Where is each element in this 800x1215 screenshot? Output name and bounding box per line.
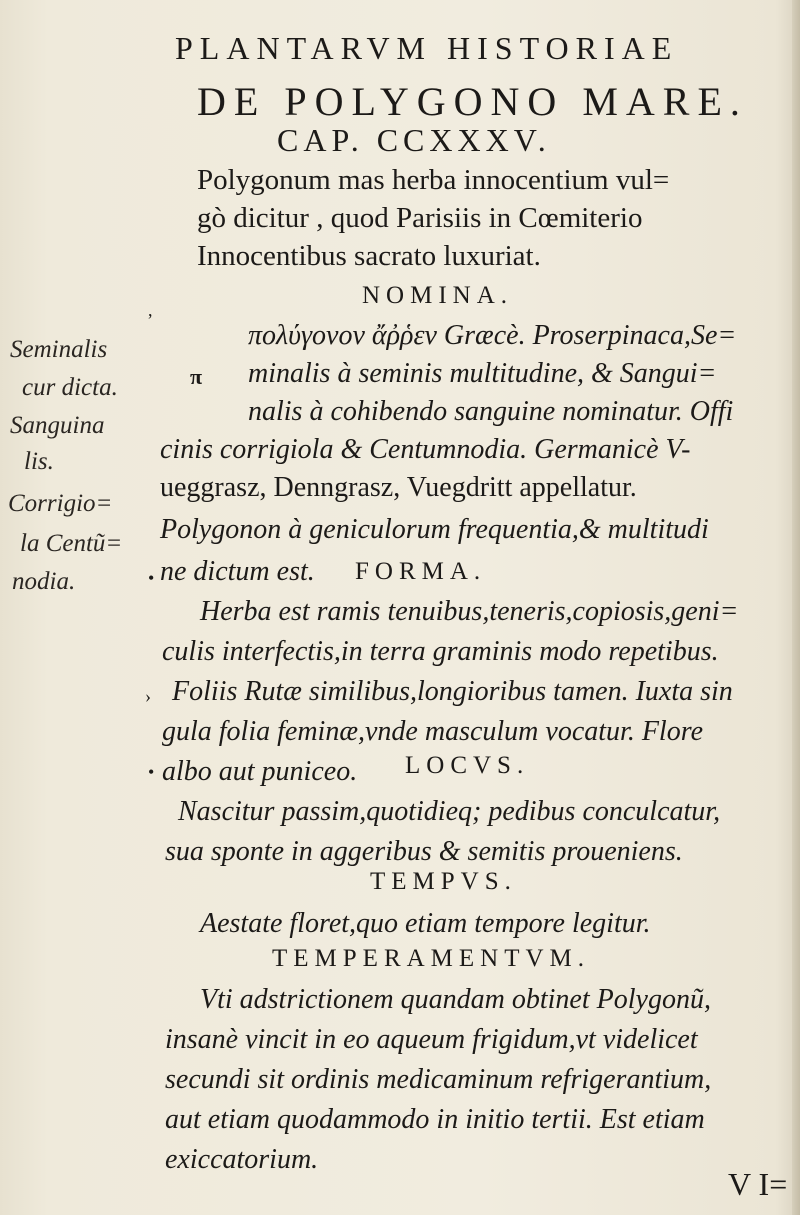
margin-dot: • <box>148 762 155 782</box>
locus-line: Nascitur passim,quotidieq; pedibus conculcatur, <box>178 796 721 827</box>
intro-line: Polygonum mas herba innocentium vul= <box>197 164 670 196</box>
margin-note: Sanguina <box>10 412 105 439</box>
forma-line: albo aut puniceo. <box>162 756 358 787</box>
margin-note: la Centũ= <box>20 530 123 557</box>
signature-mark: V I= <box>728 1166 788 1202</box>
greek-pi-marker: π <box>190 364 203 389</box>
nomina-line: nalis à cohibendo sanguine nominatur. Offi <box>248 396 734 427</box>
tempus-line: Aestate floret,quo etiam tempore legitur. <box>200 908 651 939</box>
nomina-line: minalis à seminis multitudine, & Sangui= <box>248 358 717 389</box>
page-edge <box>792 0 800 1215</box>
margin-dot: , <box>148 300 153 320</box>
temperamentum-line: aut etiam quodammodo in initio tertii. Est etiam <box>165 1104 705 1135</box>
section-heading-nomina: NOMINA. <box>362 282 514 309</box>
temperamentum-line: exiccatorium. <box>165 1144 319 1175</box>
intro-line: Innocentibus sacrato luxuriat. <box>197 240 541 272</box>
chapter-title: DE POLYGONO MARE. <box>197 79 748 124</box>
locus-line: sua sponte in aggeribus & semitis proueniens. <box>165 836 683 867</box>
running-head: PLANTARVM HISTORIAE <box>175 30 679 66</box>
margin-note: cur dicta. <box>22 374 118 401</box>
section-heading-tempus: TEMPVS. <box>370 868 517 895</box>
nomina-line: Polygonon à geniculorum frequentia,& multitudi <box>160 514 709 545</box>
margin-dot: • <box>148 568 155 588</box>
nomina-line: cinis corrigiola & Centumnodia. Germanicè V- <box>160 434 691 465</box>
forma-line: culis interfectis,in terra graminis modo repetibus. <box>162 636 719 667</box>
temperamentum-line: insanè vincit in eo aqueum frigidum,vt videlicet <box>165 1024 698 1055</box>
forma-line: Herba est ramis tenuibus,teneris,copiosis,geni= <box>200 596 739 627</box>
margin-note: nodia. <box>12 568 76 595</box>
forma-line: Foliis Rutæ similibus,longioribus tamen. Iuxta sin <box>172 676 733 707</box>
nomina-line: ueggrasz, Denngrasz, Vuegdritt appellatur. <box>160 472 637 503</box>
margin-note: Corrigio= <box>8 490 113 517</box>
section-heading-temperamentum: TEMPERAMENTVM. <box>272 945 591 972</box>
section-heading-forma: FORMA. <box>355 558 487 585</box>
margin-note: lis. <box>24 448 54 475</box>
temperamentum-line: Vti adstrictionem quandam obtinet Polygonũ, <box>200 984 711 1015</box>
forma-line: gula folia feminæ,vnde masculum vocatur. Flore <box>162 716 703 747</box>
section-heading-locus: LOCVS. <box>405 752 530 779</box>
chapter-number: CAP. CCXXXV. <box>277 122 551 158</box>
temperamentum-line: secundi sit ordinis medicaminum refrigerantium, <box>165 1064 712 1095</box>
nomina-line: ne dictum est. <box>160 556 315 587</box>
margin-dot: › <box>145 686 151 706</box>
intro-line: gò dicitur , quod Parisiis in Cœmiterio <box>197 202 643 234</box>
nomina-line: πολύγονον ἄῤῥεν Græcè. Proserpinaca,Se= <box>248 320 737 351</box>
margin-note: Seminalis <box>10 336 108 363</box>
